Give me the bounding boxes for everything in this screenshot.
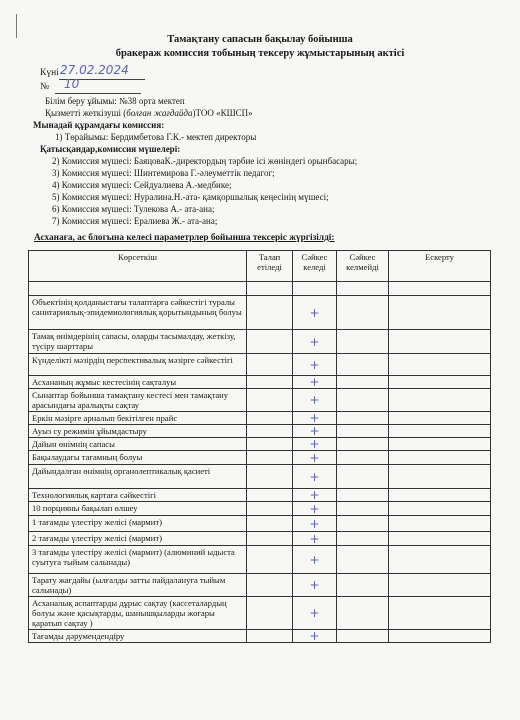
match-cell: +	[293, 376, 337, 389]
commission-chair: 1) Төрайымы: Бердимбетова Г.К.- мектеп директоры	[55, 132, 257, 142]
nomatch-cell	[337, 376, 389, 389]
required-cell	[247, 412, 293, 425]
indicator-cell: 1 тағамды үлестіру желісі (мармит)	[29, 516, 247, 532]
nomatch-cell	[337, 354, 389, 376]
table-row	[29, 425, 491, 438]
table-row	[29, 412, 491, 425]
note-cell	[389, 465, 491, 489]
indicator-cell: Асханалық аспаптарды дұрыс сақтау (кассеталардың болуы және қасықтарды, шанышқыларды жоғары қаратып сақтау )	[29, 597, 247, 630]
nomatch-cell	[337, 502, 389, 516]
required-cell	[247, 296, 293, 330]
table-row	[29, 296, 491, 330]
note-cell	[389, 412, 491, 425]
indicator-cell: Тағамды дәрумендендіру	[29, 630, 247, 643]
nomatch-cell	[337, 282, 389, 296]
nomatch-cell	[337, 465, 389, 489]
member-item: 5) Комиссия мүшесі: Нуралина.Н.-ата- қамқоршылық кеңесінің мүшесі;	[52, 192, 329, 202]
commission-heading: Мынадай құрамдағы комиссия:	[33, 120, 165, 130]
nomatch-cell	[337, 438, 389, 451]
match-cell: +	[293, 574, 337, 597]
required-cell	[247, 389, 293, 412]
note-cell	[389, 389, 491, 412]
nomatch-cell	[337, 516, 389, 532]
match-cell: +	[293, 465, 337, 489]
required-cell	[247, 597, 293, 630]
match-cell: +	[293, 502, 337, 516]
table-row	[29, 597, 491, 630]
note-cell	[389, 502, 491, 516]
participants-heading: Қатысқандар,комиссия мүшелері:	[40, 144, 181, 154]
nomatch-cell	[337, 425, 389, 438]
number-underline	[55, 93, 141, 94]
table-row	[29, 330, 491, 354]
nomatch-cell	[337, 330, 389, 354]
match-cell: +	[293, 438, 337, 451]
member-item: 4) Комиссия мүшесі: Сейдуалиева А.-медбике;	[52, 180, 232, 190]
required-cell	[247, 376, 293, 389]
member-item: 3) Комиссия мүшесі: Шинтемирова Г.-әлеуметтік педагог;	[52, 168, 275, 178]
note-cell	[389, 354, 491, 376]
required-cell	[247, 425, 293, 438]
table-row	[29, 451, 491, 465]
note-cell	[389, 438, 491, 451]
nomatch-cell	[337, 574, 389, 597]
indicator-cell: Тарату жағдайы (ылғалды затты пайдалануға тыйым салынады)	[29, 574, 247, 597]
indicator-cell: Бақылаудағы тағамның болуы	[29, 451, 247, 465]
member-item: 6) Комиссия мүшесі: Тулекова А.- ата-ана;	[52, 204, 215, 214]
table-body	[29, 282, 491, 643]
nomatch-cell	[337, 532, 389, 546]
number-label: №	[40, 82, 50, 92]
provider-text-b: )ТОО «КШСП»	[192, 108, 253, 118]
match-cell: +	[293, 412, 337, 425]
provider-line	[45, 108, 253, 118]
indicator-cell: Объектінің қолданыстағы талаптарға сәйкестігі туралы санитариялық-эпидемиологиялық қорытындының болуы	[29, 296, 247, 330]
match-cell: +	[293, 630, 337, 643]
inspection-table	[28, 250, 491, 643]
nomatch-cell	[337, 389, 389, 412]
match-cell: +	[293, 389, 337, 412]
required-cell	[247, 438, 293, 451]
document-title-line2: бракераж комиссия тобының тексеру жұмыстарының актісі	[115, 48, 405, 59]
document-title-line1: Тамақтану сапасын бақылау бойынша	[167, 34, 353, 45]
header-required: Талап етіледі	[247, 251, 293, 282]
date-label: Күні	[40, 68, 59, 78]
indicator-cell: Күнделікті мәзірдің перспективалық мәзірге сәйкестігі	[29, 354, 247, 376]
indicator-cell: Технологиялық картаға сәйкестігі	[29, 489, 247, 502]
indicator-cell: 3 тағамды үлестіру желісі (мармит) (алюминий ыдыста суытуға тыйым салынады)	[29, 546, 247, 574]
table-row	[29, 546, 491, 574]
required-cell	[247, 502, 293, 516]
required-cell	[247, 489, 293, 502]
note-cell	[389, 630, 491, 643]
provider-text-a: Қызметті жеткізуші (	[45, 108, 127, 118]
nomatch-cell	[337, 451, 389, 465]
note-cell	[389, 296, 491, 330]
required-cell	[247, 330, 293, 354]
match-cell: +	[293, 425, 337, 438]
indicator-cell	[29, 282, 247, 296]
match-cell: +	[293, 451, 337, 465]
note-cell	[389, 489, 491, 502]
table-row	[29, 630, 491, 643]
required-cell	[247, 574, 293, 597]
table-row	[29, 532, 491, 546]
note-cell	[389, 425, 491, 438]
section-title: Асханаға, ас блогына келесі параметрлер бойынша тексеріс жүргізілді:	[34, 233, 335, 243]
note-cell	[389, 532, 491, 546]
nomatch-cell	[337, 489, 389, 502]
match-cell: +	[293, 296, 337, 330]
indicator-cell: Тамақ өнімдерінің сапасы, оларды тасымалдау, жеткізу, түсіру шарттары	[29, 330, 247, 354]
table-row	[29, 489, 491, 502]
table-row	[29, 465, 491, 489]
table-row	[29, 574, 491, 597]
required-cell	[247, 354, 293, 376]
match-cell: +	[293, 546, 337, 574]
number-value: 10	[64, 77, 80, 91]
note-cell	[389, 282, 491, 296]
header-note: Ескерту	[389, 251, 491, 282]
indicator-cell: Дайындалған өнімнің органолептикалық қасиеті	[29, 465, 247, 489]
table-row	[29, 354, 491, 376]
org-line: Білім беру ұйымы: №38 орта мектеп	[45, 96, 185, 106]
required-cell	[247, 546, 293, 574]
required-cell	[247, 282, 293, 296]
note-cell	[389, 574, 491, 597]
nomatch-cell	[337, 546, 389, 574]
note-cell	[389, 516, 491, 532]
nomatch-cell	[337, 296, 389, 330]
header-indicator: Көрсеткіш	[29, 251, 247, 282]
indicator-cell: Ауыз су режимін ұйымдастыру	[29, 425, 247, 438]
table-row	[29, 282, 491, 296]
nomatch-cell	[337, 412, 389, 425]
indicator-cell: 10 порцияны бақылап өлшеу	[29, 502, 247, 516]
required-cell	[247, 630, 293, 643]
table-row	[29, 502, 491, 516]
table-row	[29, 516, 491, 532]
nomatch-cell	[337, 630, 389, 643]
match-cell: +	[293, 516, 337, 532]
indicator-cell: Сынаптар бойынша тамақтану кестесі мен тамақтану арасындағы аралықты сақтау	[29, 389, 247, 412]
indicator-cell: Дайын өнімнің сапасы	[29, 438, 247, 451]
table-header-row	[29, 251, 491, 282]
indicator-cell: Еркін мәзірге арналып бекітілген прайс	[29, 412, 247, 425]
date-value: 27.02.2024	[60, 63, 129, 77]
required-cell	[247, 516, 293, 532]
member-item: 7) Комиссия мүшесі: Ералиева Ж.- ата-ана;	[52, 216, 218, 226]
table-row	[29, 389, 491, 412]
note-cell	[389, 451, 491, 465]
table-row	[29, 438, 491, 451]
table-row	[29, 376, 491, 389]
note-cell	[389, 546, 491, 574]
match-cell: +	[293, 354, 337, 376]
required-cell	[247, 465, 293, 489]
match-cell: +	[293, 330, 337, 354]
provider-text-italic: болған жағдайда	[126, 108, 193, 118]
match-cell	[293, 282, 337, 296]
match-cell: +	[293, 597, 337, 630]
header-match: Сәйкес келеді	[293, 251, 337, 282]
match-cell: +	[293, 489, 337, 502]
note-cell	[389, 597, 491, 630]
member-item: 2) Комиссия мүшесі: БаяцоваК.-директордың тәрбие ісі жөніндегі орынбасары;	[52, 156, 358, 166]
note-cell	[389, 376, 491, 389]
match-cell: +	[293, 532, 337, 546]
required-cell	[247, 532, 293, 546]
note-cell	[389, 330, 491, 354]
indicator-cell: 2 тағамды үлестіру желісі (мармит)	[29, 532, 247, 546]
header-nomatch: Сәйкес келмейді	[337, 251, 389, 282]
indicator-cell: Асхананың жұмыс кестесінің сақталуы	[29, 376, 247, 389]
nomatch-cell	[337, 597, 389, 630]
required-cell	[247, 451, 293, 465]
